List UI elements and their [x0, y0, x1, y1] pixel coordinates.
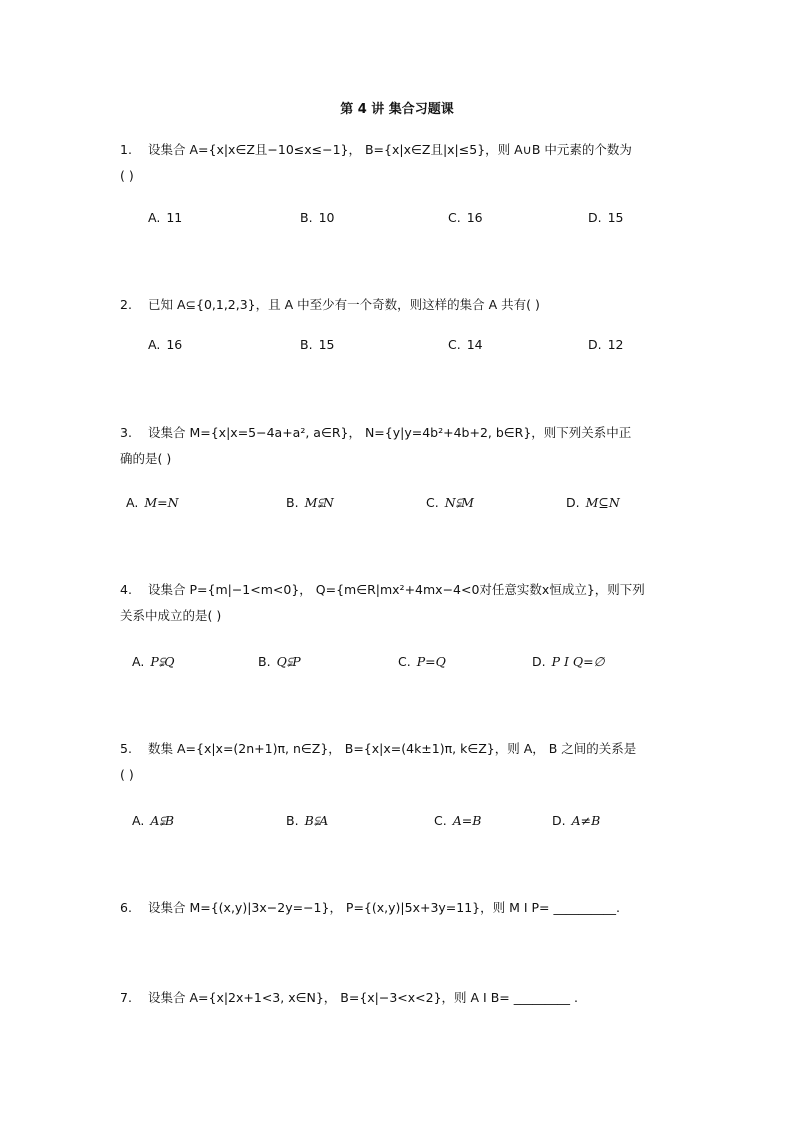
option-b[interactable]: B. 10	[300, 210, 335, 225]
question-number: 6.	[120, 900, 132, 915]
option-c[interactable]: C. A=B	[434, 813, 482, 828]
option-b[interactable]: B. B⫋A	[286, 813, 329, 828]
question-6	[120, 895, 680, 921]
question-number: 1.	[120, 142, 132, 157]
option-c[interactable]: C. N⫋M	[426, 495, 474, 510]
question-number: 5.	[120, 741, 132, 756]
question-text: 已知 A⊆{0,1,2,3}，且 A 中至少有一个奇数，则这样的集合 A 共有( )	[148, 297, 540, 312]
option-d[interactable]: D. P I Q=∅	[532, 654, 605, 669]
option-b[interactable]: B. 15	[300, 337, 335, 352]
question-text-continued: 确的是( )	[120, 451, 172, 466]
question-4	[120, 577, 680, 669]
option-a[interactable]: A. M=N	[126, 495, 179, 510]
options	[120, 813, 680, 833]
options	[120, 210, 680, 230]
question-5	[120, 736, 680, 828]
question-1	[120, 137, 680, 225]
option-a[interactable]: A. 11	[148, 210, 183, 225]
options	[120, 654, 680, 674]
option-b[interactable]: B. M⫋N	[286, 495, 334, 510]
options	[120, 337, 680, 357]
question-text-continued: ( )	[120, 168, 134, 183]
question-number: 7.	[120, 990, 132, 1005]
question-text: 设集合 M={(x,y)|3x−2y=−1}， P={(x,y)|5x+3y=11}，则 M I P= __________.	[148, 900, 620, 915]
question-7	[120, 985, 680, 1011]
option-b[interactable]: B. Q⫋P	[258, 654, 301, 669]
question-text: 设集合 P={m|−1<m<0}， Q={m∈R|mx²+4mx−4<0对任意实数x恒成立}，则下列	[148, 582, 645, 597]
option-a[interactable]: A. P⫋Q	[132, 654, 175, 669]
option-d[interactable]: D. M⊆N	[566, 495, 620, 510]
option-c[interactable]: C. 16	[448, 210, 483, 225]
option-d[interactable]: D. 15	[588, 210, 624, 225]
option-d[interactable]: D. 12	[588, 337, 624, 352]
page-title: 第 4 讲 集合习题课	[340, 102, 454, 117]
question-text-continued: ( )	[120, 767, 134, 782]
option-c[interactable]: C. P=Q	[398, 654, 446, 669]
question-3	[120, 420, 680, 510]
question-text: 设集合 M={x|x=5−4a+a², a∈R}， N={y|y=4b²+4b+2, b∈R}，则下列关系中正	[148, 425, 632, 440]
options	[120, 495, 680, 515]
option-c[interactable]: C. 14	[448, 337, 483, 352]
question-number: 3.	[120, 425, 132, 440]
question-number: 4.	[120, 582, 132, 597]
question-text: 数集 A={x|x=(2n+1)π, n∈Z}， B={x|x=(4k±1)π, k∈Z}，则 A， B 之间的关系是	[148, 741, 637, 756]
option-d[interactable]: D. A≠B	[552, 813, 601, 828]
question-text: 设集合 A={x|x∈Z且−10≤x≤−1}， B={x|x∈Z且|x|≤5}，则 A∪B 中元素的个数为	[148, 142, 632, 157]
option-a[interactable]: A. 16	[148, 337, 183, 352]
question-text: 设集合 A={x|2x+1<3, x∈N}， B={x|−3<x<2}，则 A I B= _________ .	[148, 990, 578, 1005]
question-number: 2.	[120, 297, 132, 312]
question-2	[120, 292, 680, 352]
option-a[interactable]: A. A⫋B	[132, 813, 175, 828]
question-text-continued: 关系中成立的是( )	[120, 608, 222, 623]
